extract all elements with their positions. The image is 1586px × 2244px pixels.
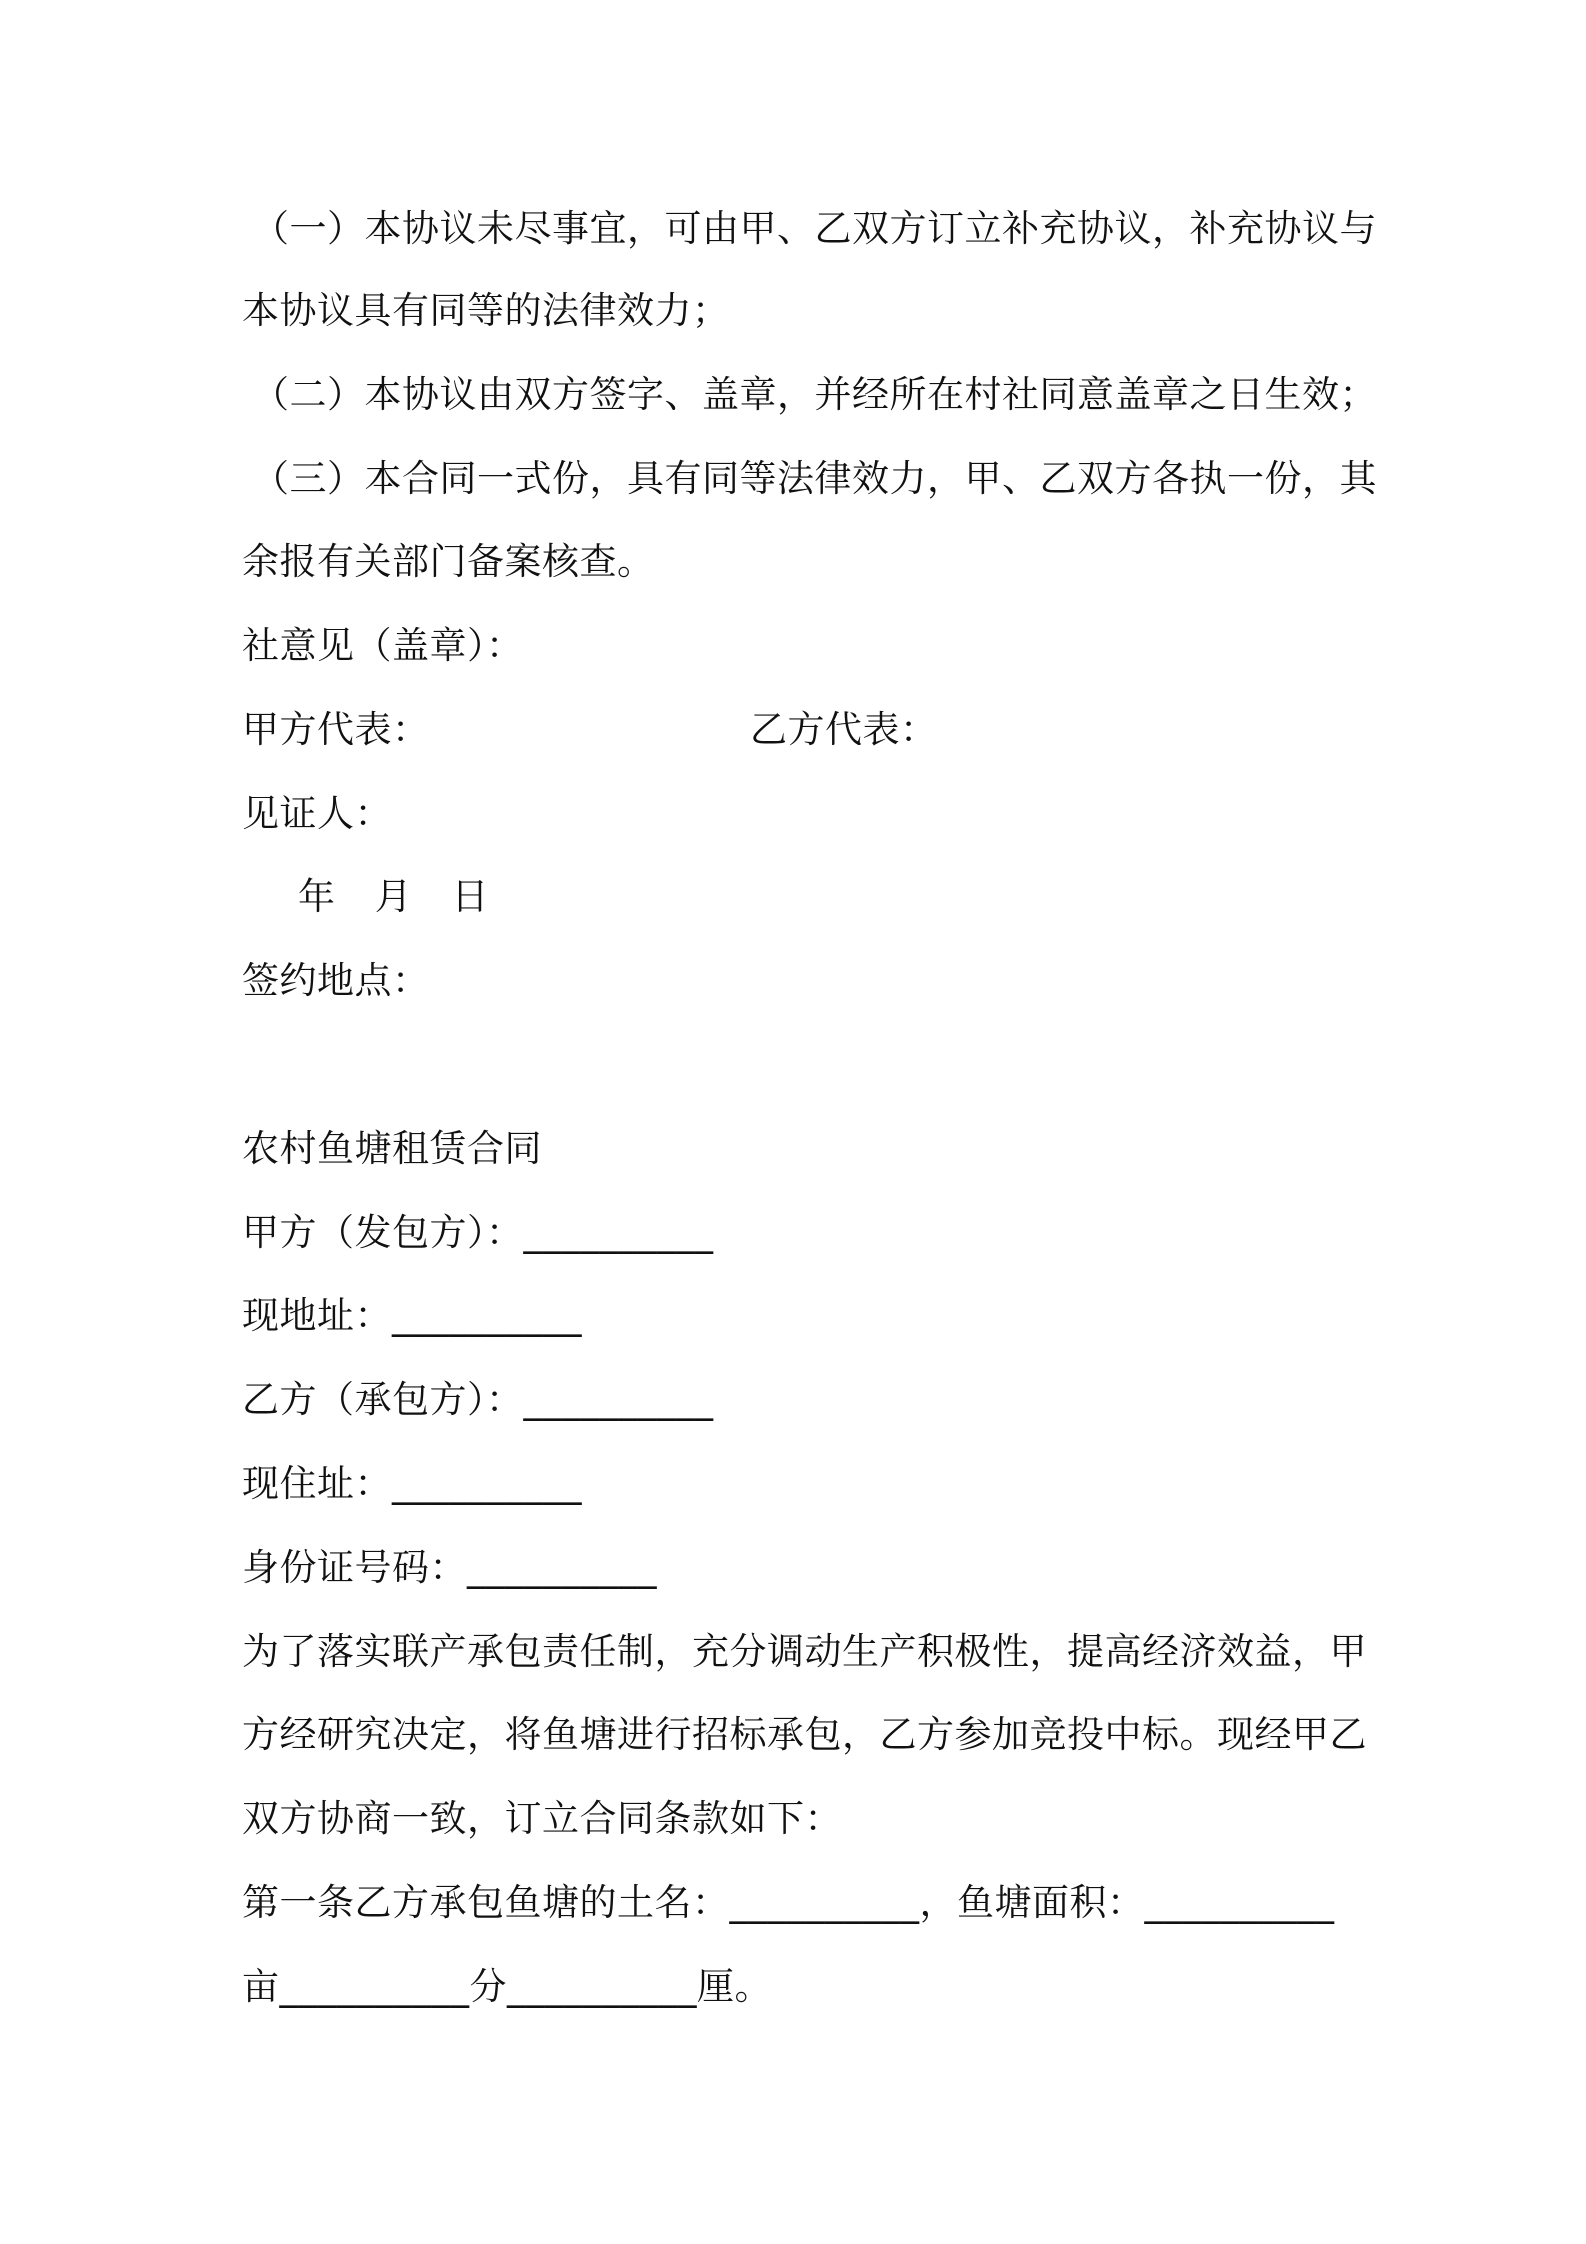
clause-1-line-2: 本协议具有同等的法律效力；: [242, 289, 730, 332]
current-address-field: 现地址：__________: [242, 1294, 582, 1337]
date-line: 年 月 日: [298, 875, 503, 918]
party-a-field: 甲方（发包方）：__________: [242, 1211, 714, 1254]
party-b-representative-label: 乙方代表：: [750, 708, 938, 751]
clause-2: （二）本协议由双方签字、盖章，并经所在村社同意盖章之日生效；: [252, 373, 1377, 416]
current-residence-field: 现住址：__________: [242, 1462, 582, 1505]
preamble-line-1: 为了落实联产承包责任制，充分调动生产积极性，提高经济效益，甲: [242, 1630, 1367, 1673]
signing-place-label: 签约地点：: [242, 959, 430, 1002]
id-number-field: 身份证号码：__________: [242, 1546, 657, 1589]
article-1-line-2: 亩__________分__________厘。: [242, 1965, 772, 2008]
clause-3-line-2: 余报有关部门备案核查。: [242, 540, 655, 583]
article-1-line-1: 第一条乙方承包鱼塘的土名：__________，鱼塘面积：__________: [242, 1881, 1335, 1924]
witness-label: 见证人：: [242, 792, 392, 835]
clause-3-line-1: （三）本合同一式份，具有同等法律效力，甲、乙双方各执一份，其: [252, 457, 1377, 500]
clause-1-line-1: （一）本协议未尽事宜，可由甲、乙双方订立补充协议，补充协议与: [252, 207, 1377, 250]
party-b-field: 乙方（承包方）：__________: [242, 1378, 714, 1421]
community-opinion-label: 社意见（盖章）：: [242, 624, 524, 667]
contract-title: 农村鱼塘租赁合同: [242, 1127, 542, 1170]
preamble-line-2: 方经研究决定，将鱼塘进行招标承包，乙方参加竞投中标。现经甲乙: [242, 1713, 1367, 1756]
preamble-line-3: 双方协商一致，订立合同条款如下：: [242, 1797, 842, 1840]
party-a-representative-label: 甲方代表：: [242, 708, 430, 751]
